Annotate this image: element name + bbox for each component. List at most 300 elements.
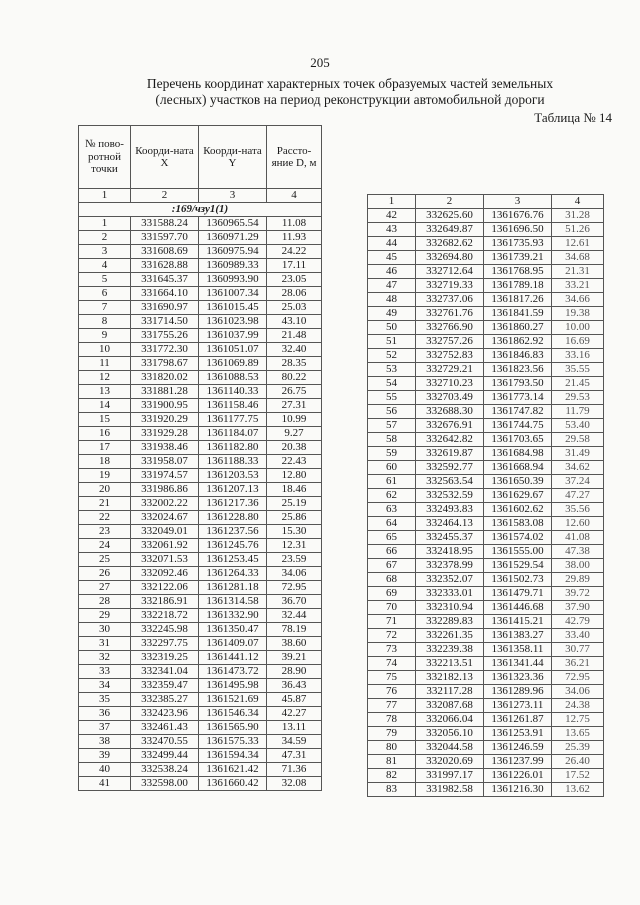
- point-number-cell: 45: [368, 251, 416, 265]
- coordinate-y-cell: 1361546.34: [199, 707, 267, 721]
- coordinate-x-cell: 332245.98: [131, 623, 199, 637]
- coordinate-x-cell: 332703.49: [416, 391, 484, 405]
- point-number-cell: 23: [79, 525, 131, 539]
- coordinate-y-cell: 1361479.71: [484, 587, 552, 601]
- coordinate-x-cell: 332020.69: [416, 755, 484, 769]
- point-number-cell: 50: [368, 321, 416, 335]
- point-number-cell: 52: [368, 349, 416, 363]
- distance-cell: 23.05: [267, 273, 322, 287]
- distance-cell: 29.89: [552, 573, 604, 587]
- table-row: [79, 721, 322, 735]
- table-row: [368, 349, 604, 363]
- point-number-cell: 1: [79, 217, 131, 231]
- coordinate-y-cell: 1361555.00: [484, 545, 552, 559]
- distance-cell: 17.11: [267, 259, 322, 273]
- distance-cell: 34.06: [552, 685, 604, 699]
- distance-cell: 22.43: [267, 455, 322, 469]
- table-row: [368, 531, 604, 545]
- distance-cell: 26.40: [552, 755, 604, 769]
- header-coordinate-x: Коорди-ната X: [131, 126, 199, 189]
- table-row: [368, 769, 604, 783]
- point-number-cell: 78: [368, 713, 416, 727]
- distance-cell: 18.46: [267, 483, 322, 497]
- distance-cell: 10.99: [267, 413, 322, 427]
- coordinate-y-cell: 1361158.46: [199, 399, 267, 413]
- coordinate-x-cell: 332464.13: [416, 517, 484, 531]
- coordinate-x-cell: 332319.25: [131, 651, 199, 665]
- point-number-cell: 32: [79, 651, 131, 665]
- coordinate-y-cell: 1361023.98: [199, 315, 267, 329]
- distance-cell: 13.11: [267, 721, 322, 735]
- coordinate-x-cell: 332688.30: [416, 405, 484, 419]
- coordinate-x-cell: 331820.02: [131, 371, 199, 385]
- point-number-cell: 76: [368, 685, 416, 699]
- distance-cell: 25.86: [267, 511, 322, 525]
- point-number-cell: 30: [79, 623, 131, 637]
- coordinate-x-cell: 331608.69: [131, 245, 199, 259]
- coordinate-y-cell: 1361358.11: [484, 643, 552, 657]
- coordinate-x-cell: 332066.04: [416, 713, 484, 727]
- table-row: [79, 637, 322, 651]
- point-number-cell: 40: [79, 763, 131, 777]
- point-number-cell: 33: [79, 665, 131, 679]
- point-number-cell: 38: [79, 735, 131, 749]
- coordinate-y-cell: 1361015.45: [199, 301, 267, 315]
- coordinate-x-cell: 332024.67: [131, 511, 199, 525]
- point-number-cell: 73: [368, 643, 416, 657]
- coordinate-y-cell: 1361314.58: [199, 595, 267, 609]
- table-row: [79, 231, 322, 245]
- table-row: [79, 245, 322, 259]
- table-left-body: [79, 217, 322, 791]
- coordinate-x-cell: 332761.76: [416, 307, 484, 321]
- distance-cell: 12.61: [552, 237, 604, 251]
- coordinate-y-cell: 1361182.80: [199, 441, 267, 455]
- coordinate-y-cell: 1361773.14: [484, 391, 552, 405]
- point-number-cell: 75: [368, 671, 416, 685]
- distance-cell: 53.40: [552, 419, 604, 433]
- coordinate-x-cell: 331982.58: [416, 783, 484, 797]
- table-row: [368, 335, 604, 349]
- distance-cell: 21.48: [267, 329, 322, 343]
- coordinate-x-cell: 331938.46: [131, 441, 199, 455]
- table-row: [368, 559, 604, 573]
- table-row: [79, 749, 322, 763]
- point-number-cell: 35: [79, 693, 131, 707]
- table-row: [79, 259, 322, 273]
- distance-cell: 12.60: [552, 517, 604, 531]
- point-number-cell: 77: [368, 699, 416, 713]
- point-number-cell: 10: [79, 343, 131, 357]
- point-number-cell: 59: [368, 447, 416, 461]
- coordinate-x-cell: 332694.80: [416, 251, 484, 265]
- table-row: [368, 545, 604, 559]
- distance-cell: 12.31: [267, 539, 322, 553]
- table-row: [368, 489, 604, 503]
- coordinate-y-cell: 1361583.08: [484, 517, 552, 531]
- table-row: [79, 273, 322, 287]
- coordinate-x-cell: 331628.88: [131, 259, 199, 273]
- distance-cell: 34.68: [552, 251, 604, 265]
- distance-cell: 34.59: [267, 735, 322, 749]
- coordinate-x-cell: 332122.06: [131, 581, 199, 595]
- table-row: [79, 665, 322, 679]
- coordinate-x-cell: 332186.91: [131, 595, 199, 609]
- distance-cell: 42.79: [552, 615, 604, 629]
- coordinate-y-cell: 1361273.11: [484, 699, 552, 713]
- coordinate-x-cell: 332625.60: [416, 209, 484, 223]
- table-row: [79, 315, 322, 329]
- table-row: [79, 693, 322, 707]
- table-row: [368, 657, 604, 671]
- coordinate-y-cell: 1361793.50: [484, 377, 552, 391]
- distance-cell: 28.35: [267, 357, 322, 371]
- point-number-cell: 54: [368, 377, 416, 391]
- title-line-2: (лесных) участков на период реконструкции автомобильной дороги: [155, 92, 545, 107]
- distance-cell: 32.08: [267, 777, 322, 791]
- distance-cell: 12.80: [267, 469, 322, 483]
- coordinate-x-cell: 332676.91: [416, 419, 484, 433]
- distance-cell: 12.75: [552, 713, 604, 727]
- distance-cell: 16.69: [552, 335, 604, 349]
- point-number-cell: 20: [79, 483, 131, 497]
- table-row: [368, 405, 604, 419]
- distance-cell: 10.00: [552, 321, 604, 335]
- coordinate-x-cell: 332117.28: [416, 685, 484, 699]
- table-row: [368, 279, 604, 293]
- coordinate-x-cell: 331714.50: [131, 315, 199, 329]
- coordinate-x-cell: 332213.51: [416, 657, 484, 671]
- table-row: [368, 293, 604, 307]
- coordinate-y-cell: 1361246.59: [484, 741, 552, 755]
- distance-cell: 11.93: [267, 231, 322, 245]
- distance-cell: 31.49: [552, 447, 604, 461]
- table-row: [368, 643, 604, 657]
- table-row: [79, 679, 322, 693]
- table-row: [368, 265, 604, 279]
- coordinate-x-cell: 332737.06: [416, 293, 484, 307]
- coordinate-y-cell: 1361088.53: [199, 371, 267, 385]
- coordinate-y-cell: 1361184.07: [199, 427, 267, 441]
- coordinate-y-cell: 1360965.54: [199, 217, 267, 231]
- table-row: [368, 503, 604, 517]
- coordinate-x-cell: 331986.86: [131, 483, 199, 497]
- table-row: [368, 587, 604, 601]
- point-number-cell: 6: [79, 287, 131, 301]
- coordinate-x-cell: 332729.21: [416, 363, 484, 377]
- table-row: [79, 707, 322, 721]
- table-row: [79, 735, 322, 749]
- coordinate-x-cell: 331645.37: [131, 273, 199, 287]
- table-row: [368, 209, 604, 223]
- coordinate-y-cell: 1361332.90: [199, 609, 267, 623]
- distance-cell: 47.27: [552, 489, 604, 503]
- point-number-cell: 11: [79, 357, 131, 371]
- table-row: [79, 413, 322, 427]
- coordinate-y-cell: 1361051.07: [199, 343, 267, 357]
- distance-cell: 11.79: [552, 405, 604, 419]
- coordinate-x-cell: 332752.83: [416, 349, 484, 363]
- coordinates-table-right: [367, 194, 604, 797]
- table-row: [368, 461, 604, 475]
- coordinate-x-cell: 332642.82: [416, 433, 484, 447]
- coordinate-x-cell: 332239.38: [416, 643, 484, 657]
- coordinate-y-cell: 1361253.91: [484, 727, 552, 741]
- coordinate-y-cell: 1361237.56: [199, 525, 267, 539]
- page-number: 205: [310, 55, 330, 70]
- point-number-cell: 53: [368, 363, 416, 377]
- point-number-cell: 13: [79, 385, 131, 399]
- coordinate-x-cell: 332455.37: [416, 531, 484, 545]
- point-number-cell: 8: [79, 315, 131, 329]
- coordinate-x-cell: 332766.90: [416, 321, 484, 335]
- point-number-cell: 82: [368, 769, 416, 783]
- table-row: [79, 623, 322, 637]
- distance-cell: 78.19: [267, 623, 322, 637]
- coordinate-x-cell: 331920.29: [131, 413, 199, 427]
- coordinate-x-cell: 331664.10: [131, 287, 199, 301]
- coordinate-x-cell: 332261.35: [416, 629, 484, 643]
- table-row: [79, 763, 322, 777]
- coordinate-x-cell: 332359.47: [131, 679, 199, 693]
- table-row: [79, 427, 322, 441]
- coordinate-x-cell: 331900.95: [131, 399, 199, 413]
- distance-cell: 21.31: [552, 265, 604, 279]
- distance-cell: 26.75: [267, 385, 322, 399]
- section-label: :169/чзу1(1): [79, 203, 322, 217]
- coordinate-y-cell: 1361696.50: [484, 223, 552, 237]
- point-number-cell: 46: [368, 265, 416, 279]
- coordinate-y-cell: 1361768.95: [484, 265, 552, 279]
- distance-cell: 23.59: [267, 553, 322, 567]
- point-number-cell: 39: [79, 749, 131, 763]
- point-number-cell: 21: [79, 497, 131, 511]
- coordinate-x-cell: 331772.30: [131, 343, 199, 357]
- table-row: [368, 251, 604, 265]
- column-number-row: [368, 195, 604, 209]
- table-row: [79, 469, 322, 483]
- table-row: [368, 391, 604, 405]
- distance-cell: 11.08: [267, 217, 322, 231]
- coordinate-y-cell: 1361323.36: [484, 671, 552, 685]
- coordinate-y-cell: 1361744.75: [484, 419, 552, 433]
- point-number-cell: 27: [79, 581, 131, 595]
- coordinate-y-cell: 1361383.27: [484, 629, 552, 643]
- coordinate-y-cell: 1361245.76: [199, 539, 267, 553]
- point-number-cell: 31: [79, 637, 131, 651]
- table-row: [368, 601, 604, 615]
- coordinate-x-cell: 332499.44: [131, 749, 199, 763]
- distance-cell: 38.60: [267, 637, 322, 651]
- coordinate-x-cell: 332092.46: [131, 567, 199, 581]
- coordinate-y-cell: 1361473.72: [199, 665, 267, 679]
- table-row: [79, 301, 322, 315]
- table-row: [368, 517, 604, 531]
- table-row: [368, 713, 604, 727]
- coordinate-x-cell: 331597.70: [131, 231, 199, 245]
- coordinate-x-cell: 332757.26: [416, 335, 484, 349]
- point-number-cell: 26: [79, 567, 131, 581]
- point-number-cell: 62: [368, 489, 416, 503]
- coordinate-y-cell: 1361007.34: [199, 287, 267, 301]
- table-row: [79, 343, 322, 357]
- distance-cell: 13.62: [552, 783, 604, 797]
- distance-cell: 33.16: [552, 349, 604, 363]
- table-row: [368, 741, 604, 755]
- point-number-cell: 48: [368, 293, 416, 307]
- distance-cell: 80.22: [267, 371, 322, 385]
- point-number-cell: 12: [79, 371, 131, 385]
- coordinate-x-cell: 331798.67: [131, 357, 199, 371]
- coordinate-y-cell: 1361140.33: [199, 385, 267, 399]
- coordinate-y-cell: 1361177.75: [199, 413, 267, 427]
- table-row: [368, 433, 604, 447]
- table-row: [79, 357, 322, 371]
- coordinate-x-cell: 332682.62: [416, 237, 484, 251]
- point-number-cell: 7: [79, 301, 131, 315]
- coordinate-y-cell: 1361789.18: [484, 279, 552, 293]
- coordinate-x-cell: 331958.07: [131, 455, 199, 469]
- point-number-cell: 60: [368, 461, 416, 475]
- table-header-row: [79, 126, 322, 189]
- header-point-number: № пово-ротной точки: [79, 126, 131, 189]
- coordinate-y-cell: 1361446.68: [484, 601, 552, 615]
- distance-cell: 15.30: [267, 525, 322, 539]
- coordinate-y-cell: 1361862.92: [484, 335, 552, 349]
- coordinate-x-cell: 332598.00: [131, 777, 199, 791]
- coordinate-y-cell: 1361841.59: [484, 307, 552, 321]
- distance-cell: 32.40: [267, 343, 322, 357]
- coordinate-y-cell: 1361650.39: [484, 475, 552, 489]
- distance-cell: 72.95: [552, 671, 604, 685]
- coordinate-y-cell: 1361529.54: [484, 559, 552, 573]
- coordinates-table-left: [78, 125, 322, 791]
- header-distance: Рассто-яние D, м: [267, 126, 322, 189]
- distance-cell: 29.58: [552, 433, 604, 447]
- point-number-cell: 24: [79, 539, 131, 553]
- distance-cell: 34.06: [267, 567, 322, 581]
- coordinate-x-cell: 332289.83: [416, 615, 484, 629]
- point-number-cell: 66: [368, 545, 416, 559]
- distance-cell: 31.28: [552, 209, 604, 223]
- point-number-cell: 58: [368, 433, 416, 447]
- coordinate-y-cell: 1361668.94: [484, 461, 552, 475]
- point-number-cell: 34: [79, 679, 131, 693]
- distance-cell: 39.72: [552, 587, 604, 601]
- point-number-cell: 25: [79, 553, 131, 567]
- point-number-cell: 44: [368, 237, 416, 251]
- distance-cell: 47.38: [552, 545, 604, 559]
- coordinate-y-cell: 1361188.33: [199, 455, 267, 469]
- distance-cell: 24.38: [552, 699, 604, 713]
- column-number: 3: [199, 189, 267, 203]
- coordinate-y-cell: 1361735.93: [484, 237, 552, 251]
- point-number-cell: 56: [368, 405, 416, 419]
- coordinate-y-cell: 1361069.89: [199, 357, 267, 371]
- distance-cell: 28.90: [267, 665, 322, 679]
- point-number-cell: 71: [368, 615, 416, 629]
- table-row: [79, 777, 322, 791]
- distance-cell: 71.36: [267, 763, 322, 777]
- coordinate-y-cell: 1361264.33: [199, 567, 267, 581]
- coordinate-x-cell: 332044.58: [416, 741, 484, 755]
- table-row: [79, 483, 322, 497]
- coordinate-x-cell: 331755.26: [131, 329, 199, 343]
- coordinate-x-cell: 332087.68: [416, 699, 484, 713]
- coordinate-x-cell: 332061.92: [131, 539, 199, 553]
- coordinate-x-cell: 332710.23: [416, 377, 484, 391]
- coordinate-y-cell: 1361226.01: [484, 769, 552, 783]
- table-row: [368, 699, 604, 713]
- distance-cell: 34.62: [552, 461, 604, 475]
- table-row: [79, 567, 322, 581]
- coordinate-y-cell: 1361660.42: [199, 777, 267, 791]
- point-number-cell: 29: [79, 609, 131, 623]
- table-row: [368, 727, 604, 741]
- column-number: 1: [79, 189, 131, 203]
- coordinate-y-cell: 1361739.21: [484, 251, 552, 265]
- point-number-cell: 83: [368, 783, 416, 797]
- table-row: [368, 755, 604, 769]
- coordinate-x-cell: 332333.01: [416, 587, 484, 601]
- point-number-cell: 5: [79, 273, 131, 287]
- table-row: [368, 223, 604, 237]
- point-number-cell: 63: [368, 503, 416, 517]
- coordinate-x-cell: 332310.94: [416, 601, 484, 615]
- coordinate-y-cell: 1361341.44: [484, 657, 552, 671]
- coordinate-y-cell: 1361495.98: [199, 679, 267, 693]
- coordinate-x-cell: 332712.64: [416, 265, 484, 279]
- distance-cell: 33.21: [552, 279, 604, 293]
- point-number-cell: 55: [368, 391, 416, 405]
- table-row: [79, 287, 322, 301]
- coordinate-y-cell: 1361203.53: [199, 469, 267, 483]
- coordinate-y-cell: 1361289.96: [484, 685, 552, 699]
- coordinate-x-cell: 332049.01: [131, 525, 199, 539]
- table-row: [79, 651, 322, 665]
- coordinate-y-cell: 1361574.02: [484, 531, 552, 545]
- distance-cell: 21.45: [552, 377, 604, 391]
- point-number-cell: 49: [368, 307, 416, 321]
- distance-cell: 41.08: [552, 531, 604, 545]
- coordinate-y-cell: 1361237.99: [484, 755, 552, 769]
- coordinate-y-cell: 1361216.30: [484, 783, 552, 797]
- coordinate-x-cell: 332378.99: [416, 559, 484, 573]
- coordinate-x-cell: 331974.57: [131, 469, 199, 483]
- coordinate-y-cell: 1361261.87: [484, 713, 552, 727]
- table-row: [368, 237, 604, 251]
- table-row: [368, 321, 604, 335]
- distance-cell: 47.31: [267, 749, 322, 763]
- coordinate-y-cell: 1361602.62: [484, 503, 552, 517]
- distance-cell: 34.66: [552, 293, 604, 307]
- header-coordinate-y: Коорди-ната Y: [199, 126, 267, 189]
- distance-cell: 72.95: [267, 581, 322, 595]
- coordinate-x-cell: 332619.87: [416, 447, 484, 461]
- coordinate-y-cell: 1361350.47: [199, 623, 267, 637]
- column-number: 1: [368, 195, 416, 209]
- coordinate-x-cell: 332470.55: [131, 735, 199, 749]
- point-number-cell: 14: [79, 399, 131, 413]
- coordinate-y-cell: 1361629.67: [484, 489, 552, 503]
- coordinate-x-cell: 332071.53: [131, 553, 199, 567]
- table-row: [368, 307, 604, 321]
- coordinate-x-cell: 332532.59: [416, 489, 484, 503]
- table-row: [368, 573, 604, 587]
- column-number-row: [79, 189, 322, 203]
- point-number-cell: 47: [368, 279, 416, 293]
- column-number: 4: [267, 189, 322, 203]
